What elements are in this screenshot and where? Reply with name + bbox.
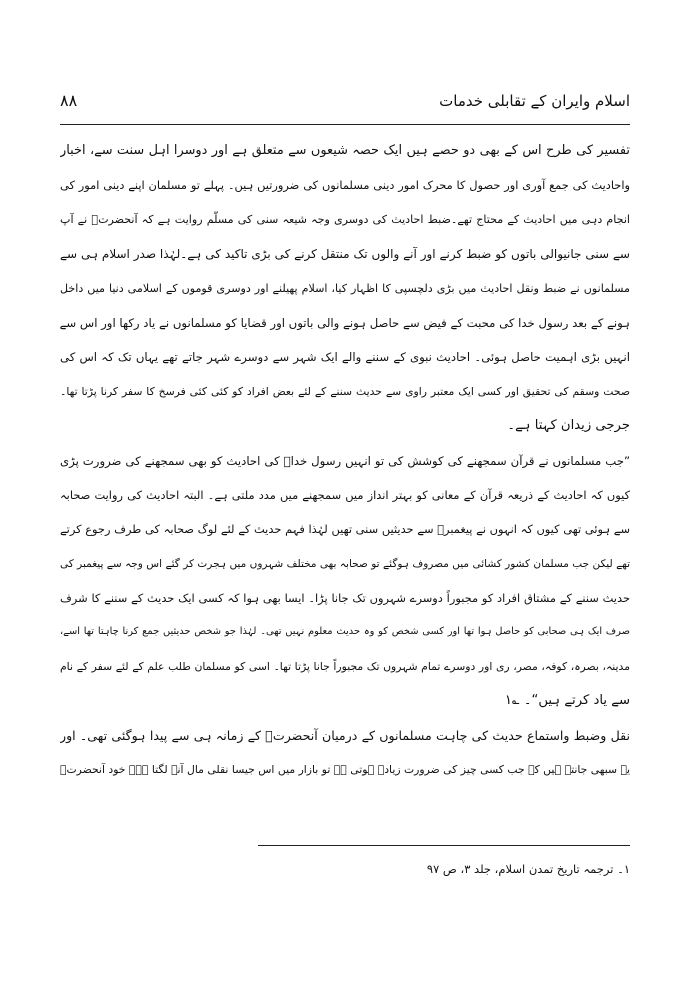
- header-divider: [60, 124, 630, 125]
- quote-line: سے یاد کرتے ہیں“۔ ؎۱: [504, 693, 630, 709]
- footnote-divider: [258, 845, 630, 846]
- text-line: واحادیث کی جمع آوری اور حصول کا محرک امور دینی مسلمانوں کی ضرورتیں ہیں۔ پہلے تو مسلمان اپنے دینی امور کی: [60, 178, 630, 193]
- text-line: نقل وضبط واستماع حدیث کی چاہت مسلمانوں کے درمیان آنحضرتؐ کے زمانہ ہی سے پیدا ہوگئی تھی۔ اور: [60, 727, 630, 743]
- text-line: تفسیر کی طرح اس کے بھی دو حصے ہیں ایک حصہ شیعوں سے متعلق ہے اور دوسرا اہل سنت سے، اخبار: [60, 143, 630, 158]
- quote-line: تھے لیکن جب مسلمان کشور کشائی میں مصروف ہوگئے تو صحابہ بھی مختلف شہروں میں ہجرت کر گئے اس وجہ سے پیغمبر کی: [60, 557, 630, 570]
- text-line: جرجی زیدان کہتا ہے۔: [507, 418, 630, 434]
- text-line: انجام دہی میں احادیث کے محتاج تھے۔ضبط احادیث کی دوسری وجہ شیعہ سنی کی مسلّم روایت ہے کہ آنحضرتؐ نے آپ: [60, 212, 630, 226]
- text-line: صحت وسقم کی تحقیق اور کسی ایک معتبر راوی سے حدیث سننے کے لئے بعض افراد کو کئی کئی فرسخ کا سفر کرنا پڑتا تھا۔: [60, 384, 630, 398]
- quote-line: کیوں کہ احادیث کے ذریعہ قرآن کے معانی کو بہتر انداز میں سمجھنے میں مدد ملتی ہے۔ البتہ احادیث کی روایت صحابہ: [60, 487, 630, 502]
- quote-line: مدینہ، بصرہ، کوفہ، مصر، ری اور دوسرے تمام شہروں تک مجبوراً جانا پڑتا تھا۔ اسی کو مسلمان طلب علم کے لئے سفر کے نام: [60, 659, 630, 673]
- text-line: انہیں بڑی اہمیت حاصل ہوئی۔ احادیث نبوی کے سننے والے ایک شہر سے دوسرے شہر جاتے تھے یہاں تک کہ اس کی: [60, 350, 630, 365]
- page-header: [60, 86, 630, 116]
- quote-line: سے ہوئی تھی کیوں کہ انہوں نے پیغمبرؐ سے حدیثیں سنی تھیں لہٰذا فہم حدیث کے لئے لوگ صحابہ کی طرف رجوع کرتے: [60, 522, 630, 537]
- footnote: ۱۔ ترجمہ تاریخ تمدن اسلام، جلد ۳، ص ۹۷: [426, 862, 630, 876]
- quote-line: حدیث سننے کے مشتاق افراد کو مجبوراً دوسرے شہروں تک جانا پڑا۔ ایسا بھی ہوا کہ کسی ایک حدیث کے سننے کا شرف: [60, 591, 630, 606]
- text-line: یہ سبھی جانتے ہیں کہ جب کسی چیز کی ضرورت زیادہ ہوتی ہے تو بازار میں اس جیسا نقلی مال آنے لگتا ہے۔ خود آنحضرتؐ: [60, 763, 630, 777]
- quote-line: ”جب مسلمانوں نے قرآن سمجھنے کی کوشش کی تو انہیں رسول خداؐ کی احادیث کو بھی سمجھنے کی ضرورت پڑی: [60, 453, 630, 468]
- text-line: ہونے کے بعد رسول خدا کی محبت کے فیض سے حاصل ہونے والی باتوں اور قضایا کو مسلمانوں نے یاد رکھا اور اس سے: [60, 315, 630, 330]
- running-title: اسلام وایران کے تقابلی خدمات: [439, 92, 630, 110]
- quote-line: صرف ایک ہی صحابی کو حاصل ہوا تھا اور کسی شخص کو وہ حدیث معلوم نہیں تھی۔ لہٰذا جو شخص حدیثیں جمع کرنا چاہتا تھا اسے،: [60, 626, 630, 638]
- text-line: سے سنی جانیوالی باتوں کو ضبط کرنے اور آنے والوں تک منتقل کرنے کی بڑی تاکید کی ہے۔لہٰذا صدر اسلام ہی سے: [60, 247, 630, 262]
- body-text: [60, 134, 630, 787]
- page-number: ۸۸: [60, 91, 78, 110]
- text-line: مسلمانوں نے ضبط ونقل احادیث میں بڑی دلچسپی کا اظہار کیا، اسلام پھیلنے اور دوسری قوموں کے اسلامی دنیا میں داخل: [60, 281, 630, 295]
